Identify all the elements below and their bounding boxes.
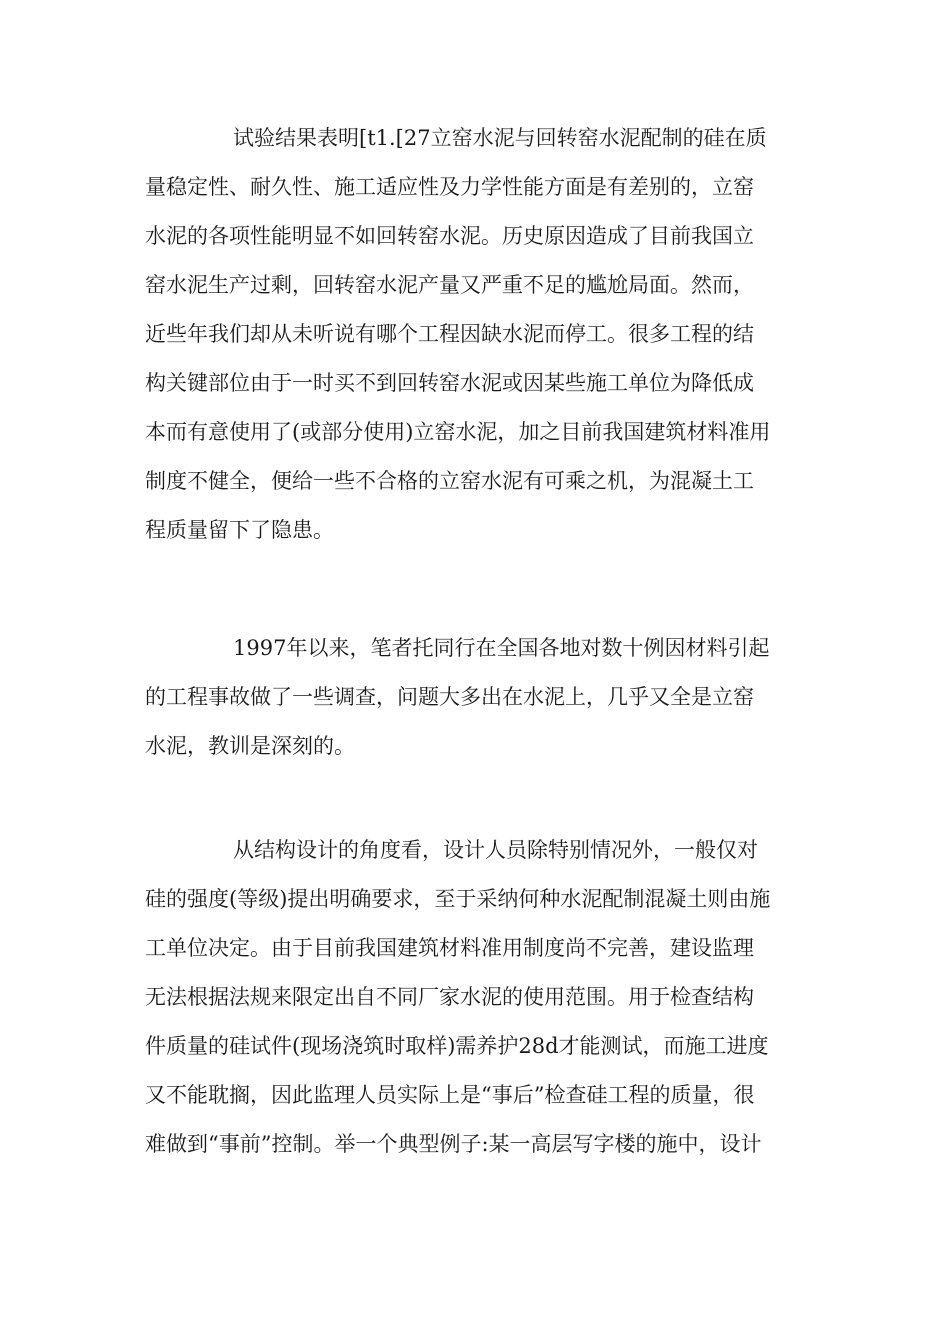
paragraph-line: 本而有意使用了(或部分使用)立窑水泥，加之目前我国建筑材料准用 — [145, 420, 771, 444]
paragraph-line: 水泥的各项性能明显不如回转窑水泥。历史原因造成了目前我国立 — [145, 224, 754, 248]
paragraph-line: 窑水泥生产过剩，回转窑水泥产量又严重不足的尴尬局面。然而， — [145, 273, 754, 297]
paragraph-line: 从结构设计的角度看，设计人员除特别情况外，一般仅对 — [233, 838, 758, 862]
paragraph-line: 无法根据法规来限定出自不同厂家水泥的使用范围。用于检查结构 — [145, 985, 754, 1009]
paragraph-line: 程质量留下了隐患。 — [145, 518, 334, 542]
paragraph-line: 近些年我们却从未听说有哪个工程因缺水泥而停工。很多工程的结 — [145, 322, 754, 346]
paragraph-line: 件质量的硅试件(现场浇筑时取样)需养护28d才能测试，而施工进度 — [145, 1034, 769, 1058]
paragraph-line: 又不能耽搁，因此监理人员实际上是“事后”检查硅工程的质量，很 — [145, 1083, 755, 1107]
paragraph-line: 构关键部位由于一时买不到回转窑水泥或因某些施工单位为降低成 — [145, 371, 754, 395]
paragraph-line: 制度不健全，便给一些不合格的立窑水泥有可乘之机，为混凝土工 — [145, 469, 754, 493]
paragraph-line: 的工程事故做了一些调查，问题大多出在水泥上，几乎又全是立窑 — [145, 685, 754, 709]
paragraph-line: 工单位决定。由于目前我国建筑材料准用制度尚不完善，建设监理 — [145, 936, 754, 960]
paragraph-line: 量稳定性、耐久性、施工适应性及力学性能方面是有差别的，立窑 — [145, 175, 754, 199]
paragraph-line: 1997年以来，笔者托同行在全国各地对数十例因材料引起 — [233, 636, 770, 660]
paragraph-line: 硅的强度(等级)提出明确要求，至于采纳何种水泥配制混凝土则由施 — [145, 887, 771, 911]
paragraph-line: 难做到“事前”控制。举一个典型例子:某一高层写字楼的施中，设计 — [145, 1132, 762, 1156]
paragraph-line: 试验结果表明[t1.[27立窑水泥与回转窑水泥配制的硅在质 — [233, 126, 767, 150]
paragraph-line: 水泥，教训是深刻的。 — [145, 734, 355, 758]
